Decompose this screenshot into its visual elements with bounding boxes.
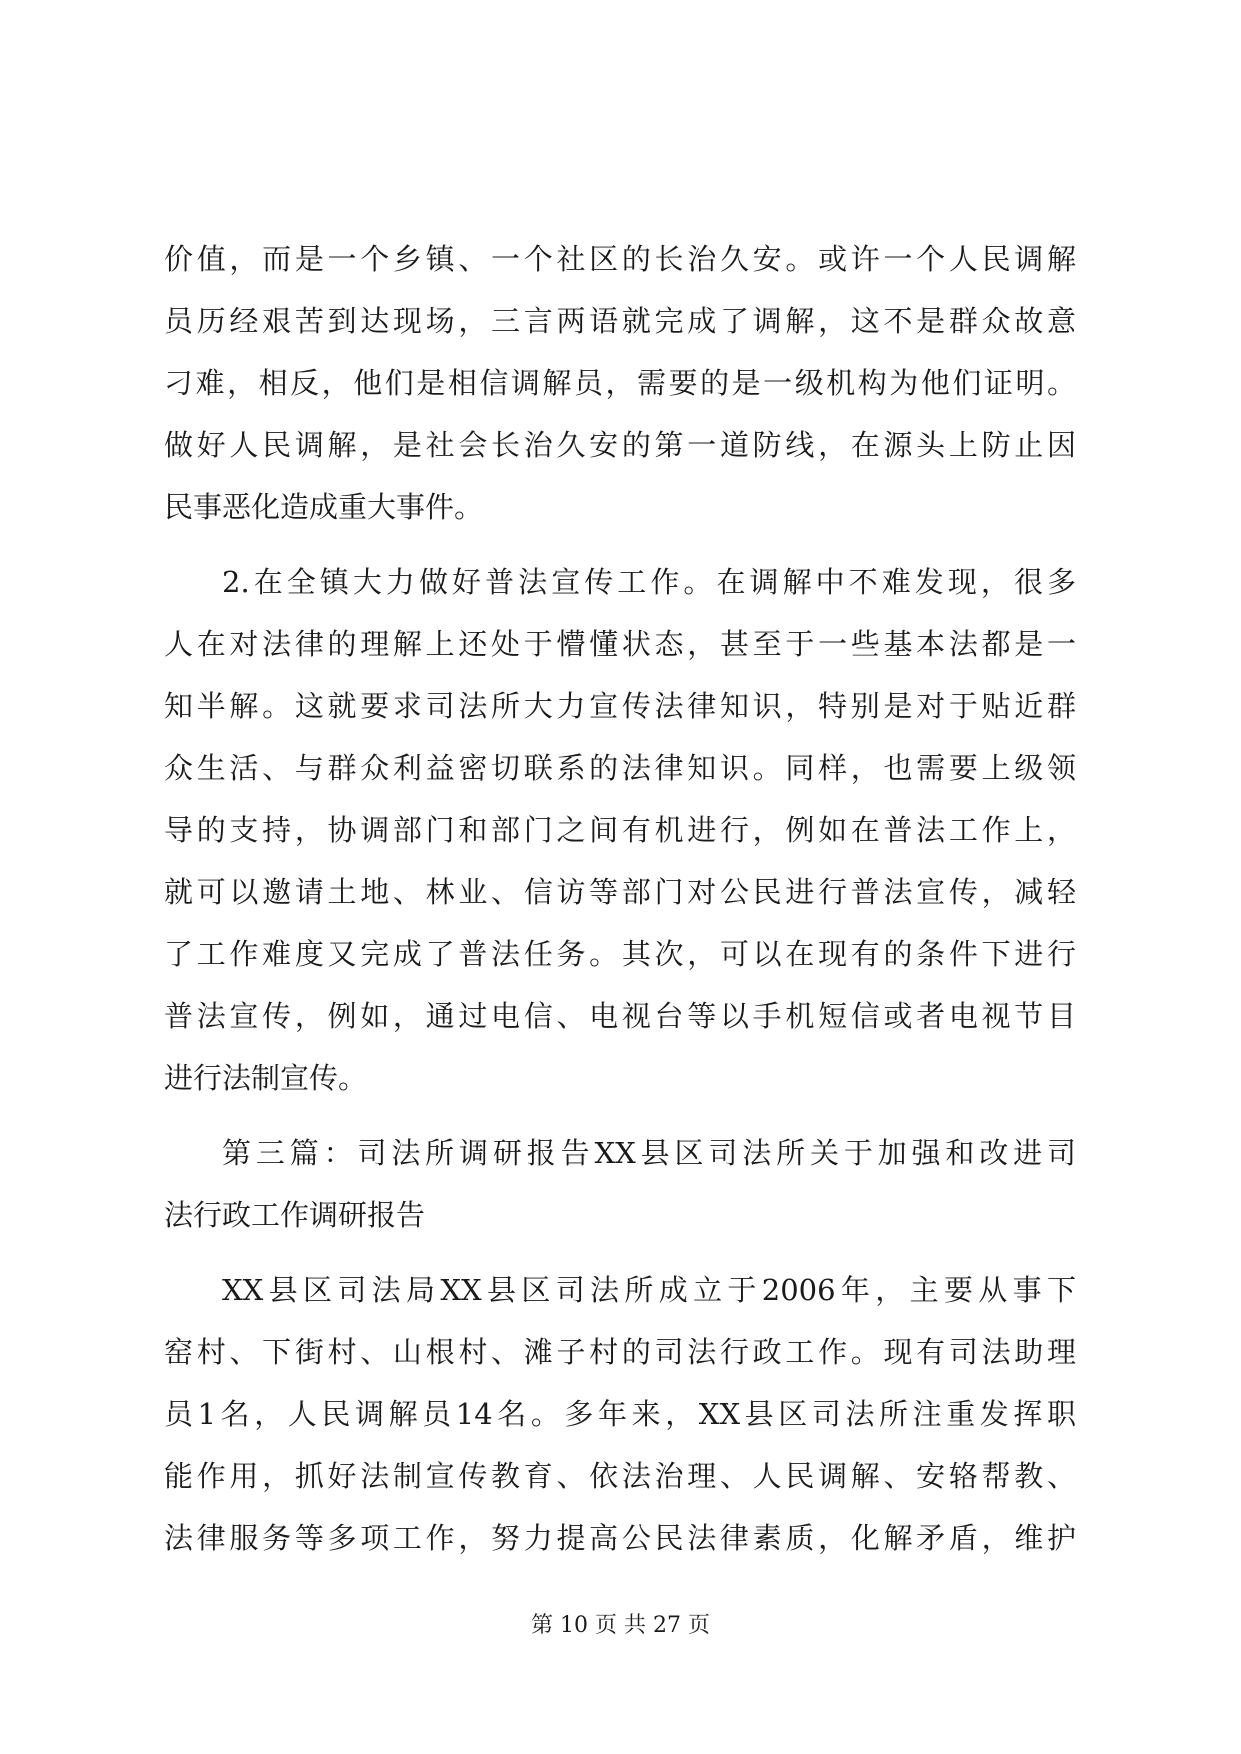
text-line: 就可以邀请土地、林业、信访等部门对公民进行普法宣传，减轻: [164, 875, 1076, 909]
text-line: 导的支持，协调部门和部门之间有机进行，例如在普法工作上，: [164, 813, 1076, 847]
text-line: 进行法制宣传。: [164, 1061, 368, 1095]
text-line: 知半解。这就要求司法所大力宣传法律知识，特别是对于贴近群: [164, 689, 1076, 723]
text-line: 众生活、与群众利益密切联系的法律知识。同样，也需要上级领: [164, 751, 1076, 785]
section-heading: [164, 1122, 1076, 1246]
text-line: 价值，而是一个乡镇、一个社区的长治久安。或许一个人民调解: [164, 242, 1076, 276]
text-line: 了工作难度又完成了普法任务。其次，可以在现有的条件下进行: [164, 937, 1076, 971]
paragraph-legal-publicity: [164, 551, 1076, 1109]
text-line: 能作用，抓好法制宣传教育、依法治理、人民调解、安辂帮教、: [164, 1459, 1076, 1493]
paragraph-continuation: [164, 228, 1076, 538]
page-number: 第 10 页 共 27 页: [531, 1613, 710, 1638]
text-line: 第三篇：司法所调研报告XX县区司法所关于加强和改进司: [222, 1136, 1076, 1170]
text-line: 刁难，相反，他们是相信调解员，需要的是一级机构为他们证明。: [164, 366, 1076, 400]
text-line: 人在对法律的理解上还处于懵懂状态，甚至于一些基本法都是一: [164, 627, 1076, 661]
text-line: XX县区司法局XX县区司法所成立于2006年，主要从事下: [222, 1273, 1076, 1307]
text-line: 民事恶化造成重大事件。: [164, 490, 484, 524]
text-line: 窑村、下街村、山根村、滩子村的司法行政工作。现有司法助理: [164, 1335, 1076, 1369]
document-body: [164, 228, 1076, 1582]
text-line: 法律服务等多项工作，努力提高公民法律素质，化解矛盾，维护: [164, 1521, 1076, 1555]
text-line: 员1名，人民调解员14名。多年来，XX县区司法所注重发挥职: [164, 1397, 1076, 1431]
text-line: 2.在全镇大力做好普法宣传工作。在调解中不难发现，很多: [222, 565, 1076, 599]
paragraph-overview: [164, 1259, 1076, 1569]
text-line: 做好人民调解，是社会长治久安的第一道防线，在源头上防止因: [164, 428, 1076, 462]
text-line: 员历经艰苦到达现场，三言两语就完成了调解，这不是群众故意: [164, 304, 1076, 338]
text-line: 普法宣传，例如，通过电信、电视台等以手机短信或者电视节目: [164, 999, 1076, 1033]
text-line: 法行政工作调研报告: [164, 1198, 426, 1232]
